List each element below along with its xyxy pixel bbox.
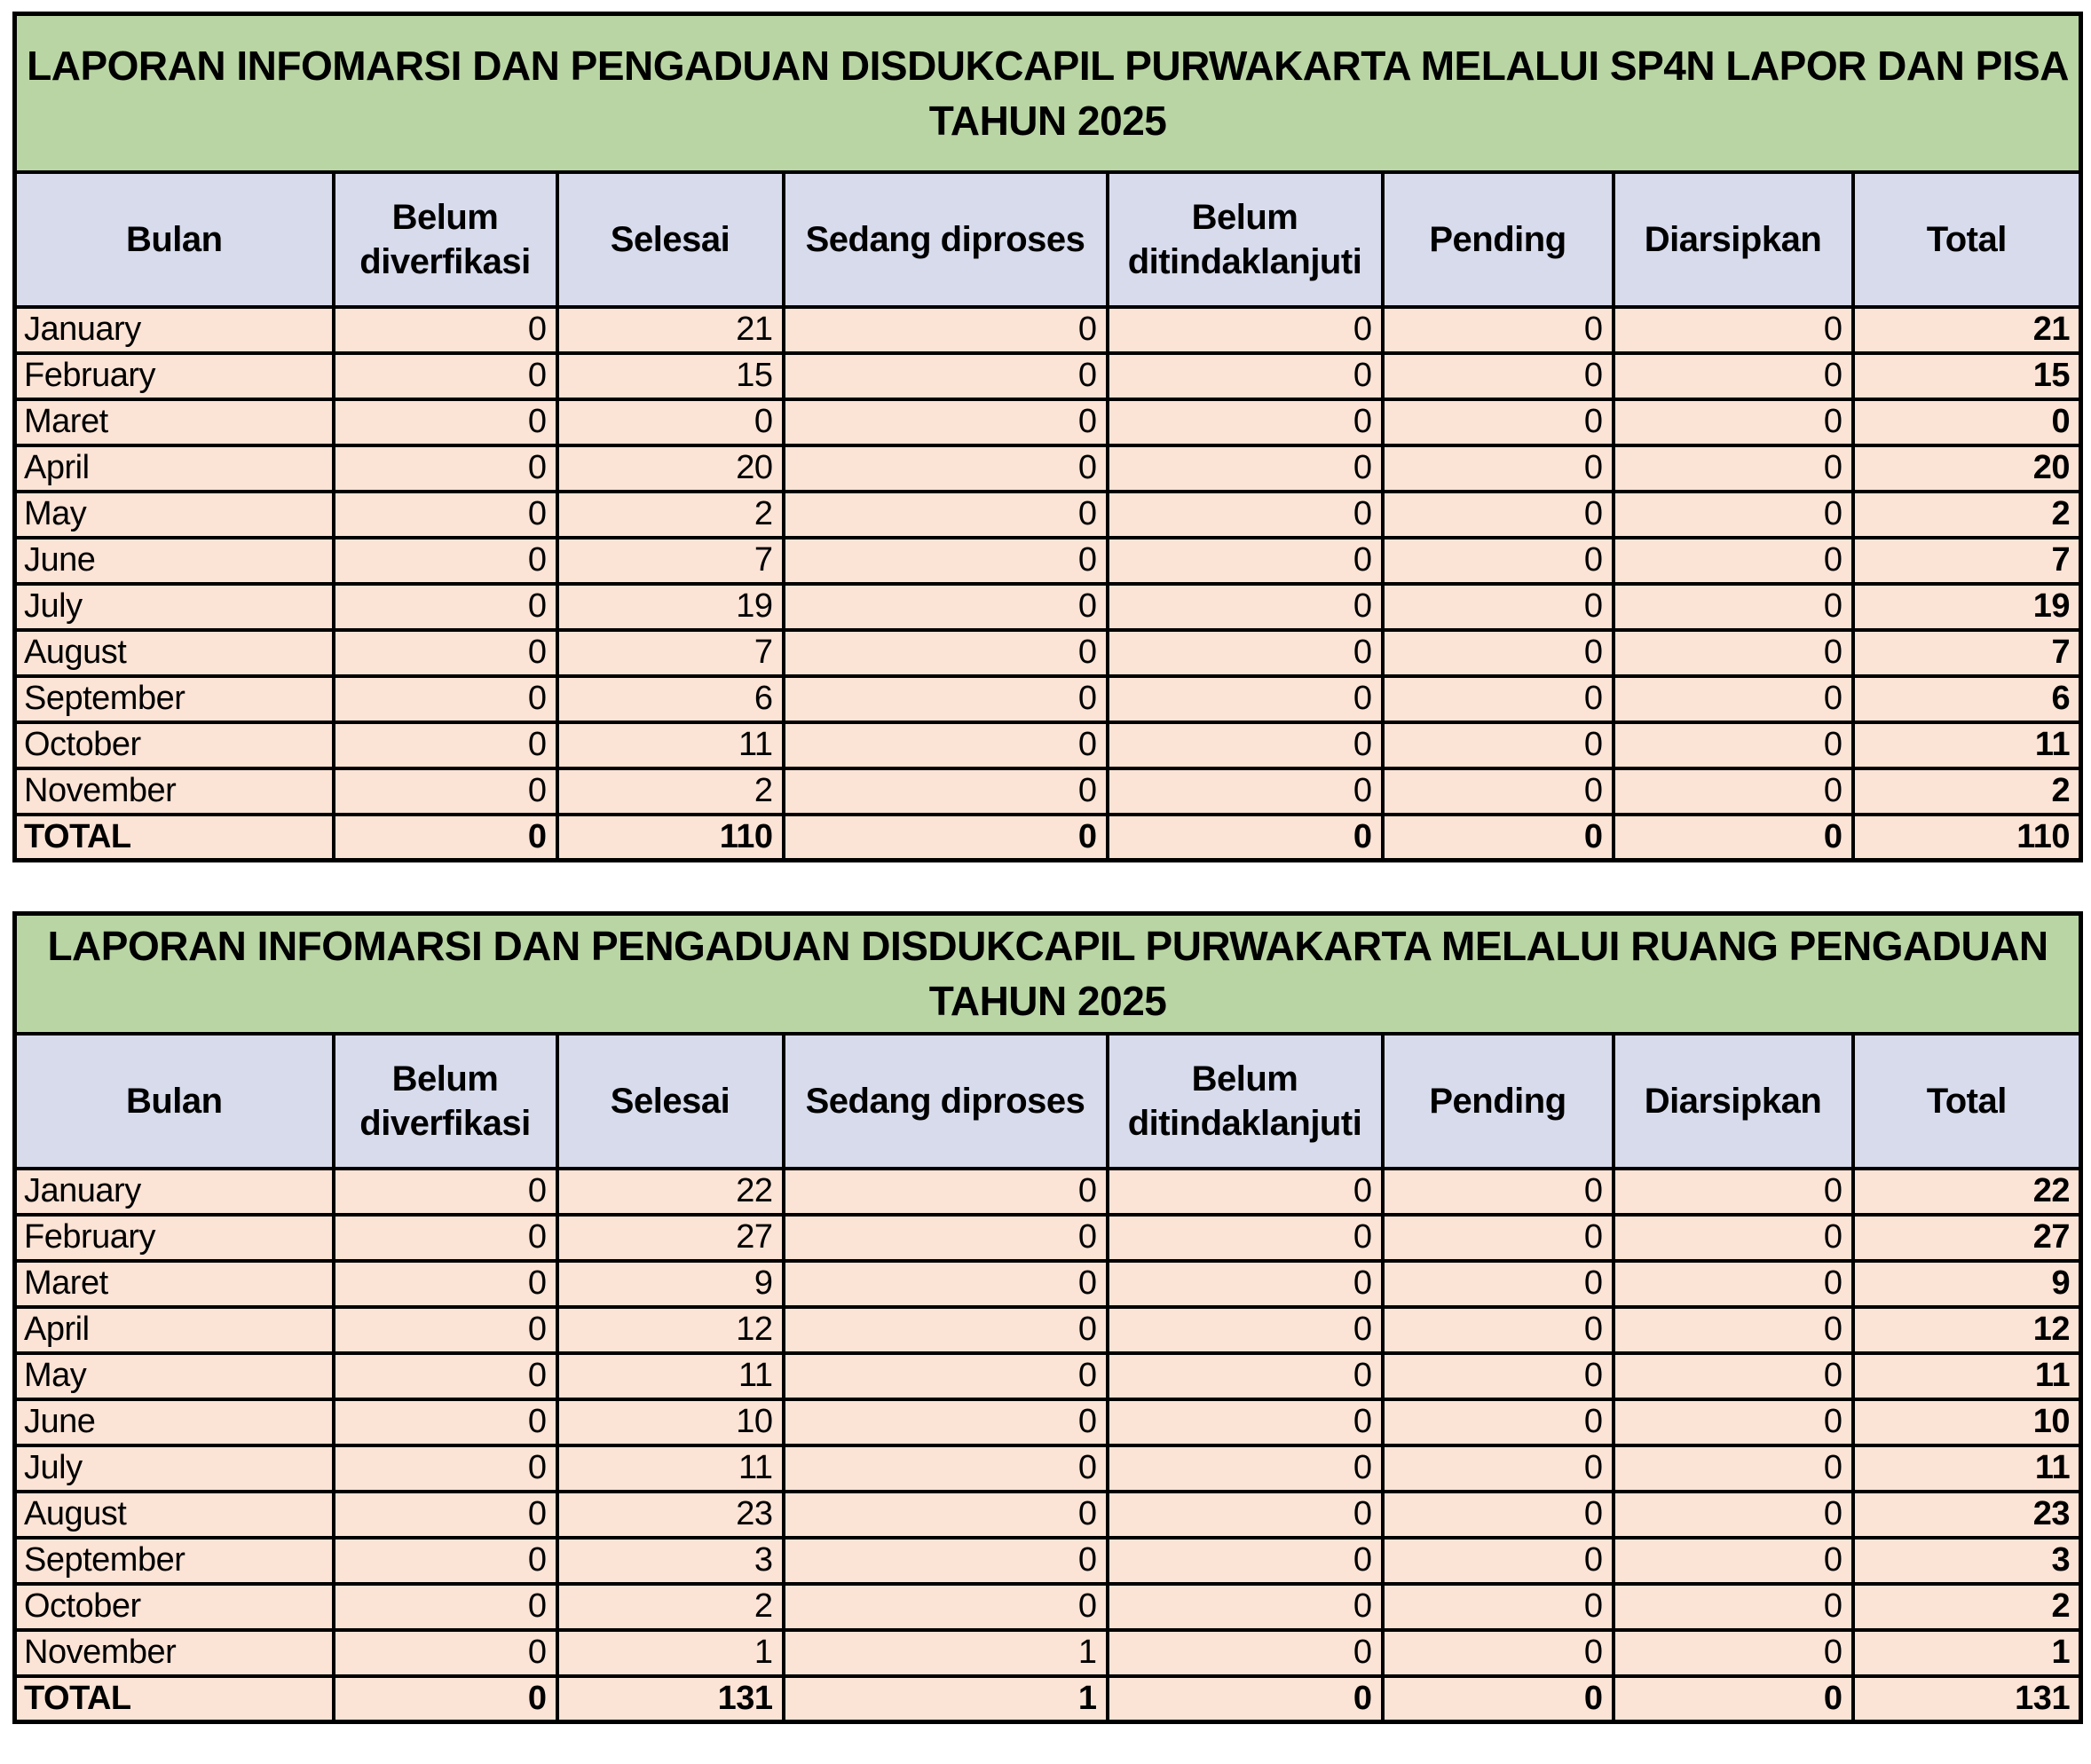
table-title (15, 914, 2081, 1034)
table-row (15, 307, 2081, 353)
value-cell: 0 (334, 492, 557, 538)
value-cell: 0 (1383, 1399, 1614, 1445)
value-cell: 0 (1383, 1584, 1614, 1630)
value-cell: 0 (1383, 538, 1614, 584)
value-cell: 0 (784, 1169, 1108, 1215)
value-cell: 0 (1383, 1261, 1614, 1307)
table-title-line2: TAHUN 2025 (928, 97, 1167, 144)
value-cell: 0 (1383, 584, 1614, 630)
value-cell: 0 (1383, 492, 1614, 538)
value-cell: 6 (557, 676, 784, 722)
title-row (15, 14, 2081, 172)
value-cell: 19 (557, 584, 784, 630)
title-row (15, 914, 2081, 1034)
month-cell: September (15, 676, 334, 722)
month-cell: April (15, 445, 334, 492)
value-cell: 0 (1383, 1538, 1614, 1584)
month-cell: September (15, 1538, 334, 1584)
value-cell: 0 (334, 1261, 557, 1307)
col-header-bulan: Bulan (15, 172, 334, 307)
value-cell: 0 (334, 584, 557, 630)
value-cell: 11 (557, 722, 784, 768)
value-cell: 0 (1108, 1169, 1383, 1215)
value-cell: 131 (557, 1676, 784, 1722)
table-row (15, 768, 2081, 815)
value-cell: 0 (334, 1307, 557, 1353)
value-cell: 0 (1108, 1261, 1383, 1307)
value-cell: 15 (557, 353, 784, 399)
value-cell: 0 (1108, 1399, 1383, 1445)
value-cell: 0 (1383, 1307, 1614, 1353)
col-header-belum-ditindaklanjuti: Belum ditindaklanjuti (1108, 172, 1383, 307)
value-cell: 131 (1853, 1676, 2081, 1722)
value-cell: 0 (784, 1538, 1108, 1584)
value-cell: 0 (784, 630, 1108, 676)
col-header-pending: Pending (1383, 1034, 1614, 1169)
table-title-line1: LAPORAN INFOMARSI DAN PENGADUAN DISDUKCAPIL PURWAKARTA MELALUI RUANG PENGADUAN (47, 923, 2048, 970)
column-header-row (15, 1034, 2081, 1169)
value-cell: 0 (1108, 768, 1383, 815)
value-cell: 0 (1108, 1538, 1383, 1584)
value-cell: 23 (1853, 1492, 2081, 1538)
value-cell: 11 (557, 1445, 784, 1492)
value-cell: 0 (1614, 445, 1853, 492)
col-header-total: Total (1853, 1034, 2081, 1169)
col-header-belum-diverfikasi: Belum diverfikasi (334, 1034, 557, 1169)
value-cell: 0 (784, 538, 1108, 584)
value-cell: 0 (1383, 1169, 1614, 1215)
value-cell: 0 (1614, 768, 1853, 815)
table-row (15, 1584, 2081, 1630)
col-header-diarsipkan: Diarsipkan (1614, 1034, 1853, 1169)
value-cell: 0 (1108, 307, 1383, 353)
table-row (15, 445, 2081, 492)
value-cell: 7 (1853, 538, 2081, 584)
table-row (15, 1492, 2081, 1538)
value-cell: 7 (557, 538, 784, 584)
value-cell: 21 (1853, 307, 2081, 353)
table-title (15, 14, 2081, 172)
value-cell: 0 (1383, 307, 1614, 353)
month-cell: November (15, 768, 334, 815)
value-cell: 23 (557, 1492, 784, 1538)
value-cell: 0 (1108, 1676, 1383, 1722)
value-cell: 12 (557, 1307, 784, 1353)
value-cell: 22 (557, 1169, 784, 1215)
table-body (15, 1169, 2081, 1722)
value-cell: 0 (334, 815, 557, 861)
value-cell: 0 (334, 1492, 557, 1538)
value-cell: 0 (1383, 630, 1614, 676)
col-header-pending: Pending (1383, 172, 1614, 307)
value-cell: 0 (1108, 1307, 1383, 1353)
value-cell: 0 (1614, 399, 1853, 445)
month-cell: April (15, 1307, 334, 1353)
value-cell: 27 (1853, 1215, 2081, 1261)
table-title-line2: TAHUN 2025 (928, 978, 1167, 1025)
table-row (15, 676, 2081, 722)
value-cell: 0 (784, 445, 1108, 492)
month-cell: October (15, 722, 334, 768)
col-header-belum-diverfikasi: Belum diverfikasi (334, 172, 557, 307)
col-header-diarsipkan: Diarsipkan (1614, 172, 1853, 307)
value-cell: 6 (1853, 676, 2081, 722)
value-cell: 0 (784, 353, 1108, 399)
value-cell: 0 (1614, 1215, 1853, 1261)
value-cell: 0 (334, 1538, 557, 1584)
value-cell: 0 (1614, 1584, 1853, 1630)
value-cell: 0 (1108, 584, 1383, 630)
value-cell: 3 (557, 1538, 784, 1584)
value-cell: 0 (1108, 815, 1383, 861)
value-cell: 0 (1614, 492, 1853, 538)
value-cell: 3 (1853, 1538, 2081, 1584)
table-row (15, 815, 2081, 861)
value-cell: 0 (334, 1584, 557, 1630)
value-cell: 0 (334, 768, 557, 815)
value-cell: 0 (1614, 1353, 1853, 1399)
value-cell: 0 (334, 353, 557, 399)
value-cell: 9 (1853, 1261, 2081, 1307)
value-cell: 0 (1614, 307, 1853, 353)
value-cell: 0 (784, 492, 1108, 538)
table-row (15, 1261, 2081, 1307)
value-cell: 0 (1108, 1492, 1383, 1538)
value-cell: 0 (1108, 630, 1383, 676)
value-cell: 0 (1383, 1676, 1614, 1722)
value-cell: 0 (1614, 538, 1853, 584)
column-header-row (15, 172, 2081, 307)
value-cell: 22 (1853, 1169, 2081, 1215)
month-cell: May (15, 1353, 334, 1399)
value-cell: 0 (334, 1630, 557, 1676)
table-row (15, 1676, 2081, 1722)
value-cell: 0 (1614, 676, 1853, 722)
table-row (15, 722, 2081, 768)
value-cell: 9 (557, 1261, 784, 1307)
col-header-total: Total (1853, 172, 2081, 307)
value-cell: 0 (334, 445, 557, 492)
value-cell: 11 (557, 1353, 784, 1399)
table-row (15, 492, 2081, 538)
value-cell: 0 (1614, 815, 1853, 861)
value-cell: 2 (1853, 1584, 2081, 1630)
value-cell: 0 (1383, 768, 1614, 815)
month-cell: June (15, 538, 334, 584)
value-cell: 0 (334, 399, 557, 445)
value-cell: 0 (1108, 1215, 1383, 1261)
value-cell: 0 (784, 676, 1108, 722)
value-cell: 0 (1383, 1445, 1614, 1492)
value-cell: 110 (557, 815, 784, 861)
table-row (15, 1169, 2081, 1215)
value-cell: 0 (334, 1399, 557, 1445)
month-cell: TOTAL (15, 1676, 334, 1722)
value-cell: 12 (1853, 1307, 2081, 1353)
table-row (15, 538, 2081, 584)
value-cell: 20 (557, 445, 784, 492)
value-cell: 0 (1108, 1353, 1383, 1399)
table-row (15, 1307, 2081, 1353)
value-cell: 0 (784, 1399, 1108, 1445)
value-cell: 0 (1108, 353, 1383, 399)
value-cell: 11 (1853, 722, 2081, 768)
value-cell: 0 (784, 584, 1108, 630)
value-cell: 0 (1853, 399, 2081, 445)
value-cell: 0 (1383, 1353, 1614, 1399)
value-cell: 0 (1383, 1215, 1614, 1261)
value-cell: 2 (557, 768, 784, 815)
table-title-line1: LAPORAN INFOMARSI DAN PENGADUAN DISDUKCAPIL PURWAKARTA MELALUI SP4N LAPOR DAN PISA (27, 42, 2069, 89)
table-row (15, 630, 2081, 676)
col-header-selesai: Selesai (557, 172, 784, 307)
table-row (15, 1538, 2081, 1584)
col-header-belum-ditindaklanjuti: Belum ditindaklanjuti (1108, 1034, 1383, 1169)
col-header-sedang-diproses: Sedang diproses (784, 1034, 1108, 1169)
value-cell: 0 (334, 630, 557, 676)
value-cell: 0 (334, 1215, 557, 1261)
value-cell: 0 (1614, 584, 1853, 630)
value-cell: 0 (1383, 676, 1614, 722)
month-cell: July (15, 584, 334, 630)
month-cell: January (15, 1169, 334, 1215)
value-cell: 0 (1614, 1169, 1853, 1215)
value-cell: 0 (1108, 676, 1383, 722)
month-cell: May (15, 492, 334, 538)
value-cell: 0 (1614, 1399, 1853, 1445)
value-cell: 10 (557, 1399, 784, 1445)
value-cell: 0 (784, 1215, 1108, 1261)
col-header-bulan: Bulan (15, 1034, 334, 1169)
value-cell: 0 (1108, 1584, 1383, 1630)
table-row (15, 353, 2081, 399)
value-cell: 0 (1614, 1630, 1853, 1676)
value-cell: 0 (1383, 815, 1614, 861)
value-cell: 0 (784, 1445, 1108, 1492)
value-cell: 0 (1614, 1261, 1853, 1307)
value-cell: 1 (557, 1630, 784, 1676)
table-row (15, 1445, 2081, 1492)
month-cell: February (15, 353, 334, 399)
sp4n-lapor-pisa-table (12, 12, 2083, 862)
value-cell: 0 (1383, 1492, 1614, 1538)
month-cell: August (15, 630, 334, 676)
col-header-selesai: Selesai (557, 1034, 784, 1169)
table-row (15, 1215, 2081, 1261)
month-cell: August (15, 1492, 334, 1538)
month-cell: July (15, 1445, 334, 1492)
value-cell: 2 (1853, 768, 2081, 815)
value-cell: 7 (1853, 630, 2081, 676)
value-cell: 0 (784, 399, 1108, 445)
value-cell: 0 (1614, 1538, 1853, 1584)
value-cell: 27 (557, 1215, 784, 1261)
value-cell: 0 (557, 399, 784, 445)
value-cell: 0 (334, 307, 557, 353)
month-cell: Maret (15, 1261, 334, 1307)
value-cell: 0 (784, 1584, 1108, 1630)
table-row (15, 399, 2081, 445)
month-cell: October (15, 1584, 334, 1630)
value-cell: 0 (334, 1445, 557, 1492)
month-cell: TOTAL (15, 815, 334, 861)
value-cell: 0 (1108, 492, 1383, 538)
month-cell: November (15, 1630, 334, 1676)
table-row (15, 1399, 2081, 1445)
value-cell: 0 (1614, 1676, 1853, 1722)
table-row (15, 1353, 2081, 1399)
table-row (15, 584, 2081, 630)
value-cell: 0 (1108, 445, 1383, 492)
value-cell: 0 (1108, 1630, 1383, 1676)
value-cell: 1 (784, 1676, 1108, 1722)
value-cell: 2 (557, 492, 784, 538)
value-cell: 11 (1853, 1353, 2081, 1399)
value-cell: 0 (1383, 722, 1614, 768)
value-cell: 0 (784, 815, 1108, 861)
value-cell: 0 (1383, 353, 1614, 399)
value-cell: 20 (1853, 445, 2081, 492)
value-cell: 0 (1614, 630, 1853, 676)
value-cell: 0 (334, 1353, 557, 1399)
value-cell: 19 (1853, 584, 2081, 630)
value-cell: 7 (557, 630, 784, 676)
value-cell: 110 (1853, 815, 2081, 861)
value-cell: 0 (1383, 1630, 1614, 1676)
value-cell: 0 (784, 1492, 1108, 1538)
month-cell: February (15, 1215, 334, 1261)
value-cell: 0 (1614, 1445, 1853, 1492)
value-cell: 0 (334, 538, 557, 584)
value-cell: 0 (784, 1353, 1108, 1399)
value-cell: 0 (784, 1307, 1108, 1353)
value-cell: 0 (1614, 722, 1853, 768)
ruang-pengaduan-table (12, 911, 2083, 1724)
value-cell: 0 (1614, 353, 1853, 399)
value-cell: 0 (334, 1676, 557, 1722)
value-cell: 0 (1383, 399, 1614, 445)
value-cell: 0 (784, 1261, 1108, 1307)
value-cell: 2 (557, 1584, 784, 1630)
month-cell: June (15, 1399, 334, 1445)
value-cell: 2 (1853, 492, 2081, 538)
month-cell: Maret (15, 399, 334, 445)
value-cell: 0 (784, 307, 1108, 353)
value-cell: 15 (1853, 353, 2081, 399)
value-cell: 0 (1614, 1492, 1853, 1538)
value-cell: 11 (1853, 1445, 2081, 1492)
value-cell: 0 (1108, 722, 1383, 768)
value-cell: 1 (784, 1630, 1108, 1676)
value-cell: 21 (557, 307, 784, 353)
value-cell: 0 (334, 1169, 557, 1215)
month-cell: January (15, 307, 334, 353)
value-cell: 0 (1614, 1307, 1853, 1353)
value-cell: 10 (1853, 1399, 2081, 1445)
value-cell: 0 (334, 676, 557, 722)
value-cell: 0 (784, 768, 1108, 815)
value-cell: 0 (1108, 538, 1383, 584)
value-cell: 0 (1108, 399, 1383, 445)
value-cell: 0 (1383, 445, 1614, 492)
value-cell: 0 (1108, 1445, 1383, 1492)
table-row (15, 1630, 2081, 1676)
value-cell: 0 (784, 722, 1108, 768)
value-cell: 0 (334, 722, 557, 768)
col-header-sedang-diproses: Sedang diproses (784, 172, 1108, 307)
table-body (15, 307, 2081, 861)
value-cell: 1 (1853, 1630, 2081, 1676)
